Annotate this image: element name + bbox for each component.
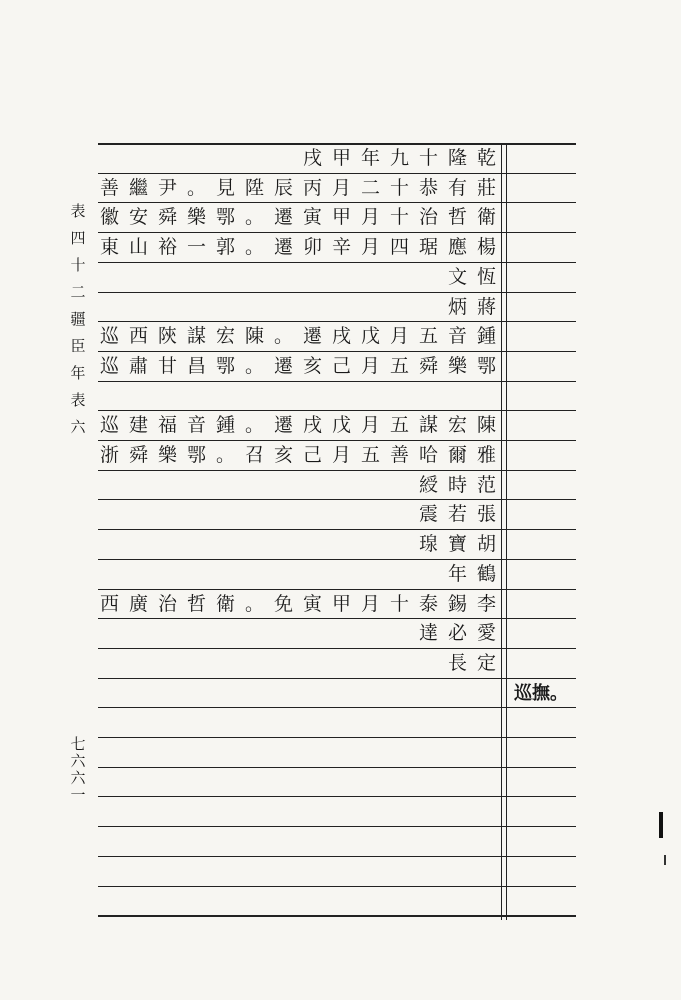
table-cell-char: 五 xyxy=(360,444,380,466)
table-cell-char: 巡 xyxy=(99,325,119,347)
table-cell-char: 恭 xyxy=(418,177,438,199)
table-cell-char: 衛 xyxy=(215,593,235,615)
table-cell-char: 鍾 xyxy=(215,414,235,436)
table-cell-char: 鄂 xyxy=(215,355,235,377)
table-cell-char: 隆 xyxy=(447,147,467,169)
table-row xyxy=(98,382,501,411)
table-cell-char: 長 xyxy=(447,652,467,674)
table-cell-char: 善 xyxy=(99,177,119,199)
table-cell-char: 爾 xyxy=(447,444,467,466)
table-cell-char: 胡 xyxy=(476,533,496,555)
table-cell-char: 戊 xyxy=(360,325,380,347)
row-rule xyxy=(98,856,576,857)
table-cell-char: 西 xyxy=(99,593,119,615)
side-char: 二 xyxy=(70,283,86,301)
table-cell-char: 十 xyxy=(418,147,438,169)
table-cell-char: 陳 xyxy=(476,414,496,436)
table-cell-char: 徽 xyxy=(99,206,119,228)
row-rule xyxy=(98,796,576,797)
page-number-char: 六 xyxy=(70,752,86,770)
table-cell-char: 莊 xyxy=(476,177,496,199)
table-cell-char: 年 xyxy=(447,563,467,585)
row-rule xyxy=(98,826,576,827)
table-cell-char: 己 xyxy=(302,444,322,466)
table-cell-char: 張 xyxy=(476,503,496,525)
right-column-cell: 巡撫。 xyxy=(514,682,568,704)
table-cell-char: 哲 xyxy=(186,593,206,615)
table-cell-char: 定 xyxy=(476,652,496,674)
table-cell-char: 蔣 xyxy=(476,296,496,318)
table-cell-char: 遷 xyxy=(273,206,293,228)
table-cell-char: 召 xyxy=(244,444,264,466)
side-char: 表 xyxy=(70,202,86,220)
table-row xyxy=(98,203,501,232)
row-rule xyxy=(98,767,576,768)
table-cell-char: 五 xyxy=(389,414,409,436)
table-cell-char: 舜 xyxy=(418,355,438,377)
side-char: 表 xyxy=(70,391,86,409)
table-cell-char: 甲 xyxy=(331,206,351,228)
table-cell-char: 綬 xyxy=(418,474,438,496)
table-cell-char: 瑔 xyxy=(418,533,438,555)
table-row xyxy=(98,233,501,262)
table-cell-char: 廣 xyxy=(128,593,148,615)
table-cell-char: 雅 xyxy=(476,444,496,466)
table-cell-char: 李 xyxy=(476,593,496,615)
table-cell-char: 戌 xyxy=(302,414,322,436)
table-cell-char: 舜 xyxy=(157,206,177,228)
table-cell-char: 丙 xyxy=(302,177,322,199)
table-cell-char: 西 xyxy=(128,325,148,347)
table-cell-char: 浙 xyxy=(99,444,119,466)
table-cell-char: 。 xyxy=(273,325,293,347)
table-cell-char: 。 xyxy=(244,593,264,615)
table-cell-char: 文 xyxy=(447,266,467,288)
table-cell-char: 安 xyxy=(128,206,148,228)
table-cell-char: 遷 xyxy=(302,325,322,347)
table-cell-char: 錫 xyxy=(447,593,467,615)
row-rule xyxy=(98,915,576,917)
table-row xyxy=(98,530,501,559)
table-row xyxy=(98,352,501,381)
table-cell-char: 福 xyxy=(157,414,177,436)
table-cell-char: 見 xyxy=(215,177,235,199)
table-cell-char: 衛 xyxy=(476,206,496,228)
table-cell-char: 。 xyxy=(186,177,206,199)
table-cell-char: 山 xyxy=(128,236,148,258)
table-cell-char: 樂 xyxy=(186,206,206,228)
table-cell-char: 有 xyxy=(447,177,467,199)
table-cell-char: 月 xyxy=(360,236,380,258)
table-cell-char: 樂 xyxy=(157,444,177,466)
table-cell-char: 治 xyxy=(157,593,177,615)
table-cell-char: 。 xyxy=(244,236,264,258)
page-number xyxy=(66,736,90,804)
scan-mark xyxy=(664,855,666,865)
side-char: 十 xyxy=(70,256,86,274)
table-cell-char: 泰 xyxy=(418,593,438,615)
table-row xyxy=(98,500,501,529)
side-char: 臣 xyxy=(70,337,86,355)
table-cell-char: 尹 xyxy=(157,177,177,199)
table-cell-char: 繼 xyxy=(128,177,148,199)
table-cell-char: 愛 xyxy=(476,622,496,644)
table-cell-char: 年 xyxy=(360,147,380,169)
table-cell-char: 月 xyxy=(360,414,380,436)
table-cell-char: 陞 xyxy=(244,177,264,199)
row-rule xyxy=(98,678,576,679)
table-cell-char: 九 xyxy=(389,147,409,169)
side-char: 年 xyxy=(70,364,86,382)
table-cell-char: 戊 xyxy=(331,414,351,436)
table-row xyxy=(98,441,501,470)
table-row xyxy=(98,471,501,500)
table-cell-char: 陳 xyxy=(244,325,264,347)
table-cell-char: 舜 xyxy=(128,444,148,466)
table-cell-char: 甘 xyxy=(157,355,177,377)
table-cell-char: 甲 xyxy=(331,593,351,615)
table-row xyxy=(98,174,501,203)
row-rule xyxy=(98,737,576,738)
table-cell-char: 宏 xyxy=(215,325,235,347)
table-cell-char: 十 xyxy=(389,593,409,615)
table-cell-char: 震 xyxy=(418,503,438,525)
side-char: 疆 xyxy=(70,310,86,328)
column-divider-inner xyxy=(506,143,507,920)
table-cell-char: 楊 xyxy=(476,236,496,258)
table-cell-char: 月 xyxy=(331,177,351,199)
table-cell-char: 寶 xyxy=(447,533,467,555)
table-cell-char: 遷 xyxy=(273,236,293,258)
side-char: 六 xyxy=(70,418,86,436)
table-cell-char: 必 xyxy=(447,622,467,644)
table-cell-char: 己 xyxy=(331,355,351,377)
table-cell-char: 二 xyxy=(360,177,380,199)
table-cell-char: 月 xyxy=(389,325,409,347)
column-divider xyxy=(501,143,502,920)
table-cell-char: 辛 xyxy=(331,236,351,258)
table-cell-char: 肅 xyxy=(128,355,148,377)
table-cell-char: 哈 xyxy=(418,444,438,466)
table-cell-char: 時 xyxy=(447,474,467,496)
table-cell-char: 若 xyxy=(447,503,467,525)
page-number-char: 一 xyxy=(70,786,86,804)
table-row xyxy=(98,411,501,440)
table-cell-char: 月 xyxy=(331,444,351,466)
table-cell-char: 月 xyxy=(360,593,380,615)
table-cell-char: 郭 xyxy=(215,236,235,258)
table-cell-char: 巡 xyxy=(99,414,119,436)
table-cell-char: 哲 xyxy=(447,206,467,228)
table-cell-char: 乾 xyxy=(476,147,496,169)
table-cell-char: 鄂 xyxy=(186,444,206,466)
table-cell-char: 十 xyxy=(389,206,409,228)
table-row xyxy=(98,322,501,351)
table-row xyxy=(98,649,501,678)
table-cell-char: 陝 xyxy=(157,325,177,347)
table-cell-char: 善 xyxy=(389,444,409,466)
table-cell-char: 范 xyxy=(476,474,496,496)
table-cell-char: 巡 xyxy=(99,355,119,377)
table-cell-char: 達 xyxy=(418,622,438,644)
table-cell-char: 寅 xyxy=(302,206,322,228)
table-cell-char: 。 xyxy=(215,444,235,466)
table-row xyxy=(98,263,501,292)
table-cell-char: 戌 xyxy=(331,325,351,347)
table-cell-char: 東 xyxy=(99,236,119,258)
table-cell-char: 治 xyxy=(418,206,438,228)
table-cell-char: 鄂 xyxy=(476,355,496,377)
table-row xyxy=(98,560,501,589)
page-number-char: 六 xyxy=(70,769,86,787)
table-row xyxy=(98,144,501,173)
table-cell-char: 亥 xyxy=(302,355,322,377)
table-cell-char: 亥 xyxy=(273,444,293,466)
table-row xyxy=(98,293,501,322)
table-cell-char: 四 xyxy=(389,236,409,258)
table-cell-char: 謀 xyxy=(186,325,206,347)
table-cell-char: 十 xyxy=(389,177,409,199)
table-cell-char: 甲 xyxy=(331,147,351,169)
table-cell-char: 辰 xyxy=(273,177,293,199)
table-cell-char: 裕 xyxy=(157,236,177,258)
table-cell-char: 恆 xyxy=(476,266,496,288)
table-cell-char: 鶴 xyxy=(476,563,496,585)
table-cell-char: 應 xyxy=(447,236,467,258)
chronological-table xyxy=(98,143,576,920)
table-cell-char: 遷 xyxy=(273,355,293,377)
table-cell-char: 建 xyxy=(128,414,148,436)
table-row xyxy=(98,619,501,648)
table-cell-char: 琚 xyxy=(418,236,438,258)
side-running-title xyxy=(66,198,90,441)
table-cell-char: 鄂 xyxy=(215,206,235,228)
table-cell-char: 音 xyxy=(186,414,206,436)
table-cell-char: 月 xyxy=(360,206,380,228)
scan-mark xyxy=(659,812,663,838)
table-row xyxy=(98,590,501,619)
table-cell-char: 樂 xyxy=(447,355,467,377)
table-cell-char: 鍾 xyxy=(476,325,496,347)
table-cell-char: 五 xyxy=(389,355,409,377)
table-cell-char: 一 xyxy=(186,236,206,258)
table-cell-char: 五 xyxy=(418,325,438,347)
table-cell-char: 炳 xyxy=(447,296,467,318)
page-number-char: 七 xyxy=(70,735,86,753)
table-cell-char: 。 xyxy=(244,206,264,228)
row-rule xyxy=(98,886,576,887)
table-cell-char: 。 xyxy=(244,355,264,377)
row-rule xyxy=(98,707,576,708)
table-cell-char: 戌 xyxy=(302,147,322,169)
side-char: 四 xyxy=(70,229,86,247)
table-cell-char: 昌 xyxy=(186,355,206,377)
table-cell-char: 免 xyxy=(273,593,293,615)
table-cell-char: 卯 xyxy=(302,236,322,258)
table-cell-char: 宏 xyxy=(447,414,467,436)
table-cell-char: 寅 xyxy=(302,593,322,615)
table-cell-char: 謀 xyxy=(418,414,438,436)
table-cell-char: 音 xyxy=(447,325,467,347)
table-cell-char: 。 xyxy=(244,414,264,436)
table-cell-char: 月 xyxy=(360,355,380,377)
table-cell-char: 遷 xyxy=(273,414,293,436)
